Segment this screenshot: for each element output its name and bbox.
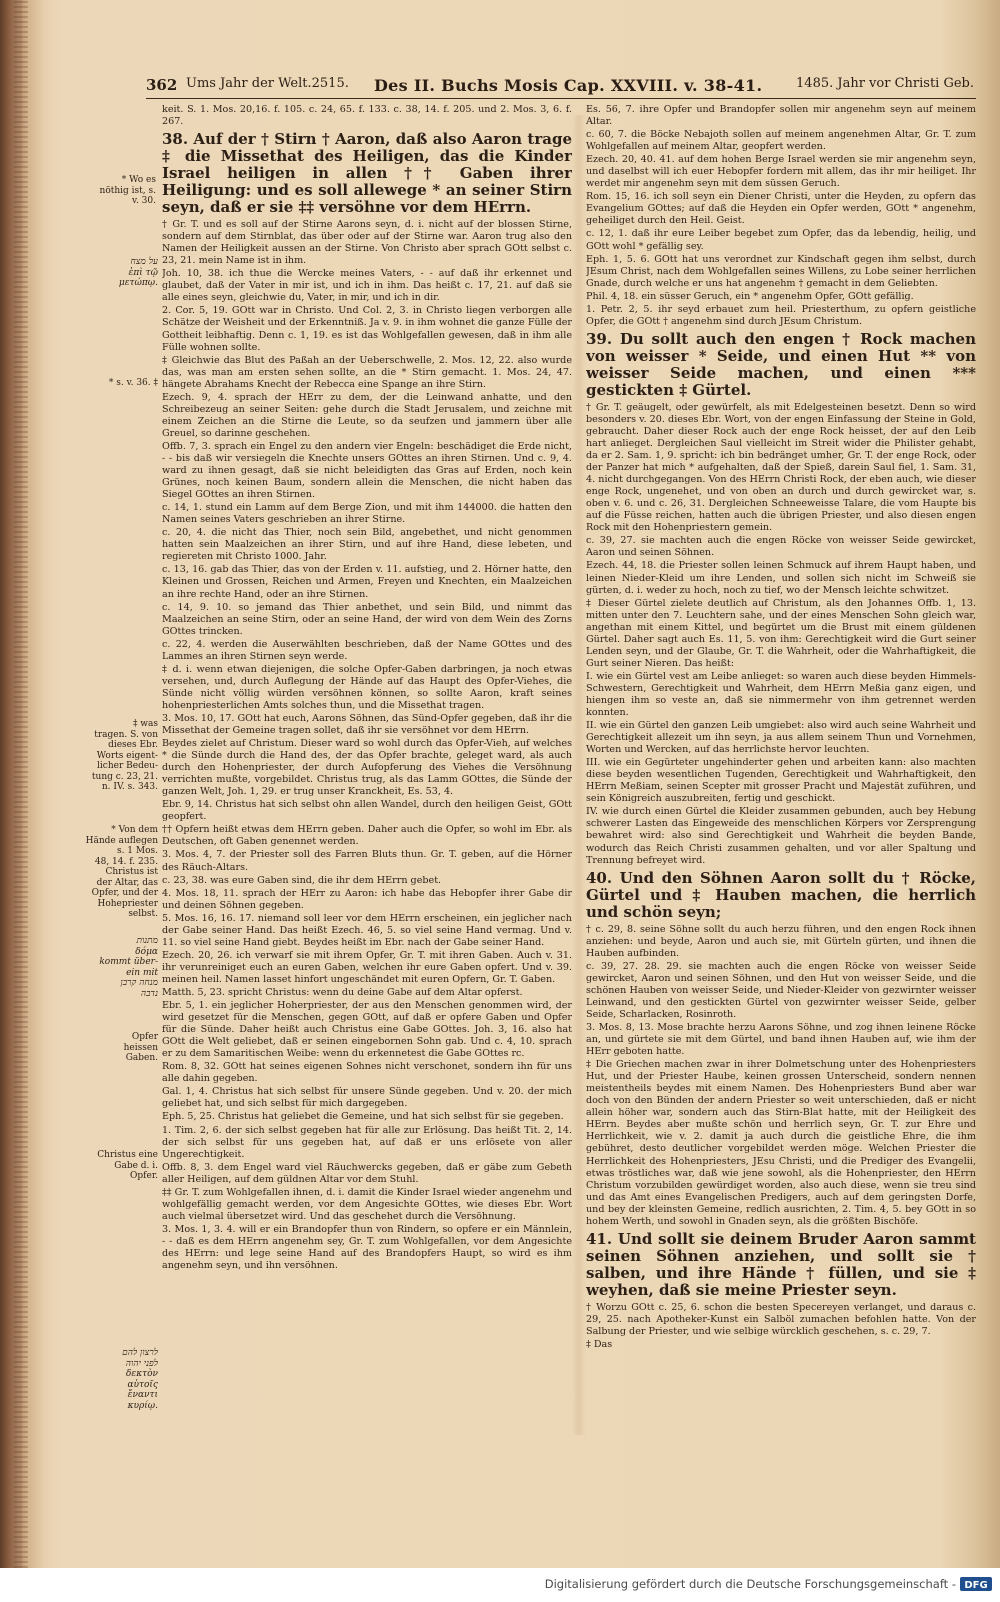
margin-note-line: δόμα: [135, 946, 158, 957]
margin-note-line: selbst.: [128, 909, 158, 919]
margin-note-line: * Wo es nöthig ist, s. v. 30.: [99, 175, 156, 206]
margin-note-line: kommt über-: [99, 957, 158, 967]
paragraph: c. 13, 16. gab das Thier, das von der Erden v. 11. aufstieg, und 2. Hörner hatte, den Kleinen und Grossen, Reichen und Armen, Freyen und Knechten, ein Maalzeichen an ihre rechte Hand, oder an ihre Stirnen.: [162, 564, 572, 600]
paragraph: 4. Mos. 18, 11. sprach der HErr zu Aaron: ich habe das Hebopfer ihrer Gabe dir und deinen Söhnen gegeben.: [162, 887, 572, 911]
paragraph: † Gr. T. geäugelt, oder gewürfelt, als mit Edelgesteinen besetzt. Denn so wird besonders v. 20. dieses Ebr. Wort, von der engen Einfassung der Steine in Gold, gebraucht. Daher dieser Rock auch der enge Rock heisset, der auf den Leib hart anlieget. Dergleichen Saul vielleicht im Streit wider die Philister gehabt, da er 2. Sam. 1, 9. spricht: ich bin bedränget umher, Gr. T. der enge Rock, oder der Panzer hat mich * aufgehalten, daß der Spieß, darein Saul fiel, 1. Sam. 31, 4. nicht durchgegangen. Von des HErrn Christi Rock, der eben auch, wie dieser enge Rock, ungenehet, und von oben an durch und durch gewircket war, s. oben v. 6. und c. 26, 31. Dergleichen Schneeweisse Talare, die vom Haupte bis auf die Füsse reichen, hatten auch die übrigen Priester, und also diesen engen Rock mit den Hohenpriestern gemein.: [586, 401, 976, 534]
paragraph: 3. Mos. 4, 7. der Priester soll des Farren Bluts thun. Gr. T. geben, auf die Hörner des Räuch-Altars.: [162, 849, 572, 873]
paragraph: Matth. 5, 23. spricht Christus: wenn du deine Gabe auf dem Altar opferst.: [162, 987, 523, 998]
margin-note-line: Opfer heissen: [123, 1032, 158, 1053]
paragraph: Rom. 15, 16. ich soll seyn ein Diener Christi, unter die Heyden, zu opfern das Evangelium GOttes; auf daß die Heyden ein Opfer werden, GOtt * angenehm, geheiliget durch den Heil. Geist.: [586, 191, 976, 227]
margin-note-line: δεκτὸν: [125, 1369, 158, 1379]
margin-note-line: licher Bedeu-: [97, 761, 158, 771]
margin-note-line: tung c. 23, 21.: [91, 771, 158, 782]
paragraph: c. 39, 27. sie machten auch die engen Röcke von weisser Seide gewircket, Aaron und seinen Söhnen.: [586, 535, 976, 559]
margin-note: [104, 257, 158, 289]
paragraph: Ezech. 9, 4. sprach der HErr zu dem, der die Leinwand anhatte, und den Schreibezeug an seiner Seiten: gehe durch die Stadt Jerusalem, und zeichne mit einem Zeichen an die Stirne die Leute, so da seufzen und jammern über alle Greuel, so darinne geschehen.: [162, 391, 572, 439]
margin-note-line: * s. v. 36. ‡: [108, 378, 158, 388]
paragraph: 3. Mos. 1, 3. 4. will er ein Brandopfer thun von Rindern, so opfere er ein Männlein, - - daß es dem HErrn angenehm sey, Gr. T. zum Wohlgefallen, vor dem Angesichte des HErrn: und lege seine Hand auf des Brandopfers Haupt, so wird es ihm angenehm seyn, und ihn versöhnen.: [162, 1223, 572, 1272]
paragraph: c. 23, 38. was eure Gaben sind, die ihr dem HErrn gebet.: [162, 874, 442, 886]
margin-note-line: לרצון להם: [122, 1348, 158, 1358]
paragraph: Phil. 4, 18. ein süsser Geruch, ein * angenehm Opfer, GOtt gefällig.: [586, 290, 914, 302]
paragraph: ‡ Die Griechen machen zwar in ihrer Dolmetschung unter des Hohenpriesters Hut, und der Priester Haube, keinen grossen Unterscheid, sondern nennen meistentheils beydes mit einem Namen. Des Hohenpriesters Bund aber war doch von den Bünden der andern Priester so weit unterschieden, daß er nicht allein höher war, sondern auch das Stirn-Blat hatte, mit der Heiligkeit des HErrn. Beydes aber mußte schön und herrlich seyn, Gr. T. zur Ehre und Herrlichkeit, wie v. 2. damit ja auch durch die geistliche Ehre, die ihm gebühret, desto deutlicher vorgebildet werden möge. Welchen Priester die Herrlichkeit des Hohenpriesters, JEsu Christi, und die Prediger des Evangelii, etwas tröstliches war, daß wie jene sowohl, als die Hohenpriester, den HErrn Christum vorzubilden gewürdiget worden, also auch diese, wenn sie treu sind und das Amt eines Evangelischen Predigers, auch auf dem geringsten Dorfe, und bey der kleinsten Gemeine, redlich ausrichten, 2. Tim. 4, 5. bey GOtt in so hohem Werth, und sowohl in Gnaden seyn, als die größten Bischöfe.: [586, 1059, 976, 1227]
funding-note: Digitalisierung gefördert durch die Deutsche Forschungsgemeinschaft -: [544, 1577, 956, 1591]
margin-note-line: ein mit: [126, 967, 158, 978]
paragraph: 5. Mos. 16, 16. 17. niemand soll leer vor dem HErrn erscheinen, ein jeglicher nach der Gabe seiner Hand. Das heißt Ezech. 46, 5. so viel seine Hand vermag. Und v. 11. so viel seine Hand giebt. Beydes heißt im Ebr. nach der Gabe seiner Hand.: [162, 912, 572, 948]
margin-note-line: על מצח: [130, 257, 158, 267]
paragraph: 1. Petr. 2, 5. ihr seyd erbauet zum heil. Priesterthum, zu opfern geistliche Opfer, die GOtt † angenehm sind durch JEsum Christum.: [586, 303, 976, 327]
margin-note-line: n. IV. s. 343.: [101, 782, 158, 792]
paragraph: Rom. 8, 32. GOtt hat seines eigenen Sohnes nicht verschonet, sondern ihn für uns alle dahin gegeben.: [162, 1061, 572, 1085]
column-gutter: [572, 115, 586, 1435]
margin-note-line: αὐτοῖς: [127, 1379, 158, 1390]
paragraph: c. 12, 1. daß ihr eure Leiber begebet zum Opfer, das da lebendig, heilig, und GOtt wohl * gefällig sey.: [586, 228, 976, 252]
left-text-column: [162, 104, 572, 1444]
margin-note-line: Hände auflegen s. 1 Mos.: [85, 835, 158, 856]
paragraph: Gal. 1, 4. Christus hat sich selbst für unsere Sünde gegeben. Und v. 20. der mich geliebet hat, und sich selbst für mich dargegeben.: [162, 1086, 572, 1110]
paragraph: I. wie ein Gürtel vest am Leibe anlieget: so waren auch diese beyden Himmels-Schwestern, Gerechtigkeit und Wahrheit, dem HErrn Meßia ganz eigen, und hiengen ihm so veste an, daß sie nimmermehr von ihm getrennet werden konnten.: [586, 670, 976, 719]
margin-note: [94, 1150, 158, 1182]
paragraph: II. wie ein Gürtel den ganzen Leib umgiebet: also wird auch seine Wahrheit und Gerechtigkeit allezeit um ihn seyn, ja aus allem seinem Thun und Vornehmen, Worten und Wercken, auf das herrlichste hervor leuchten.: [586, 720, 976, 756]
paragraph: Ezech. 20, 26. ich verwarf sie mit ihrem Opfer, Gr. T. mit ihren Gaben. Auch v. 31. ihr verunreiniget euch an euren Gaben, welchen ihr eure Gaben opfert. Und v. 39. meinen heil. Namen lasset hinfort ungeschändet mit euren Opfern, Gr. T. Gaben.: [162, 949, 572, 985]
margin-note-line: ‡ was: [132, 719, 158, 729]
paragraph: 3. Mos. 10, 17. GOtt hat euch, Aarons Söhnen, das Sünd-Opfer gegeben, daß ihr die Missethat der Gemeine tragen sollet, daß ihr sie versöhnet vor dem HErrn.: [162, 712, 572, 737]
paragraph: c. 20, 4. die nicht das Thier, noch sein Bild, angebethet, und nicht genommen hatten sein Maalzeichen an ihrer Stirn, und auf ihre Hand, diese lebeten, und regiereten mit Christo 1000. Jahr.: [162, 527, 572, 563]
paragraph: 38. Auf der † Stirn † Aaron, daß also Aaron trage ‡ die Missethat des Heiligen, das die Kinder Israel heiligen in allen †† Gaben ihrer Heiligung: und es soll allewege * an seiner Stirn seyn, daß er sie ‡‡ versöhne vor dem HErrn.: [162, 130, 572, 217]
paragraph: ‡ Gleichwie das Blut des Paßah an der Ueberschwelle, 2. Mos. 12, 22. also wurde das, was man am ersten sehen sollte, an die * Stirn gemacht. 1. Mos. 24, 47. hängete Abrahams Knecht der Rebecca eine Spange an ihre Stirn.: [162, 354, 572, 390]
margin-note-line: tragen. S. von: [94, 729, 158, 740]
paragraph: c. 22, 4. werden die Auserwählten beschrieben, daß der Name GOttes und des Lammes an ihren Stirnen seyn werde.: [162, 638, 572, 662]
margin-note-line: מנחה קרבן: [120, 978, 158, 988]
paragraph: III. wie ein Gegürteter ungehinderter gehen und arbeiten kann: also machten diese beyden wesentlichen Tugenden, Gerechtigkeit und Wahrhaftigkeit, den HErrn Meßiam, seinen Scepter mit grosser Pracht und Majestät zuführen, und sein Königreich auszubreiten, fertig und geschickt.: [586, 757, 976, 805]
paragraph: ‡ d. i. wenn etwan diejenigen, die solche Opfer-Gaben darbringen, ja noch etwas versehen, und, durch Auflegung der Hände auf das Haupt des Opfer-Viehes, die Sünde nicht völlig würden versöhnen können, so sollte Aaron, kraft seines hohenpriesterlichen Amts solches thun, und die Missethat tragen.: [162, 663, 572, 711]
margin-note-line: ἔναντι: [127, 1390, 158, 1400]
margin-note-line: * Von dem: [111, 825, 158, 835]
paragraph: Eph. 5, 25. Christus hat geliebet die Gemeine, und hat sich selbst für sie gegeben.: [162, 1111, 564, 1123]
margin-note-line: Gaben.: [125, 1053, 158, 1063]
margin-note-line: Christus ist: [105, 867, 158, 877]
running-head-right: 1485. Jahr vor Christi Geb.: [796, 76, 974, 91]
right-text-column: [586, 104, 976, 1444]
footer-bar: [0, 1568, 1000, 1602]
paragraph: Offb. 8, 3. dem Engel ward viel Räuchwercks gegeben, daß er gäbe zum Gebeth aller Heiligen, auf dem güldnen Altar vor dem Stuhl.: [162, 1161, 572, 1185]
paragraph: keit. S. 1. Mos. 20,16. f. 105. c. 24, 65. f. 133. c. 38, 14. f. 205. und 2. Mos. 3, 6. f. 267.: [162, 104, 572, 128]
running-head-title: Des II. Buchs Mosis Cap. XXVIII. v. 38-41.: [374, 76, 763, 95]
running-head-left: Ums Jahr der Welt.2515.: [186, 76, 349, 91]
paragraph: c. 14, 1. stund ein Lamm auf dem Berge Zion, und mit ihm 144000. die hatten den Namen seines Vaters geschrieben an ihrer Stirne.: [162, 502, 572, 526]
paragraph: c. 60, 7. die Böcke Nebajoth sollen auf meinem angenehmen Altar, Gr. T. zum Wohlgefallen auf meinem Altar, geopfert werden.: [586, 129, 976, 153]
margin-note-line: Gabe d. i.: [114, 1160, 158, 1171]
margin-note-line: Hohepriester: [97, 898, 158, 909]
paragraph: ‡‡ Gr. T. zum Wohlgefallen ihnen, d. i. damit die Kinder Israel wieder angenehm und wohlgefällig gemacht werden, vor dem Angesichte GOttes, wie dieses Ebr. Wort auch vielmal übersetzet wird. Und das geschehet durch die Versöhnung.: [162, 1186, 572, 1222]
margin-note-line: μετώπῳ.: [118, 278, 158, 288]
paragraph: Ezech. 44, 18. die Priester sollen leinen Schmuck auf ihrem Haupt haben, und leinen Nieder-Kleid um ihre Lenden, und sollen sich nicht im Schweiß sie gürten, d. i. weder zu hoch, noch zu tief, wo der Mensch leichte schwitzet.: [586, 560, 976, 596]
paragraph: Eph. 1, 5. 6. GOtt hat uns verordnet zur Kindschaft gegen ihm selbst, durch JEsum Christ, nach dem Wohlgefallen seines Willens, zu Lobe seiner herrlichen Gnade, durch welche er uns hat angenehm † gemacht in dem Geliebten.: [586, 253, 976, 289]
paragraph: 1. Tim. 2, 6. der sich selbst gegeben hat für alle zur Erlösung. Das heißt Tit. 2, 14. der sich selbst für uns gegeben hat, auf daß er uns erlösete von aller Ungerechtigkeit.: [162, 1124, 572, 1160]
paragraph: Ebr. 5, 1. ein jeglicher Hoherpriester, der aus den Menschen genommen wird, der wird gesetzet für die Menschen, gegen GOtt, auf daß er opfere Gaben und Opfer für die Sünde. Daher heißt auch Christus eine Gabe GOttes. Joh. 3, 16. also hat GOtt die Welt geliebet, daß er seinen eingebornen Sohn gab. Und c. 4, 10. sprach er zu dem Samaritischen Weibe: wenn du erkennetest die Gabe GOttes rc.: [162, 1000, 572, 1060]
margin-note-line: der Altar, das: [96, 877, 158, 888]
paragraph: ‡ Das: [586, 1338, 613, 1350]
paragraph: † Gr. T. und es soll auf der Stirne Aarons seyn, d. i. nicht auf der blossen Stirne, sondern auf dem Stirnblat, das über oder auf der Stirne war. Aaron trug also den Namen der Heiligkeit aussen an der Stirne. Von Christo aber sprach GOtt selbst c. 23, 21. mein Name ist in ihm.: [162, 219, 572, 267]
dfg-logo-icon: [960, 1575, 992, 1593]
margin-note-line: מתנות: [136, 936, 158, 946]
paragraph: Es. 56, 7. ihre Opfer und Brandopfer sollen mir angenehm seyn auf meinem Altar.: [586, 104, 976, 128]
paragraph: ‡ Dieser Gürtel zielete deutlich auf Christum, als den Johannes Offb. 1, 13. mitten unter den 7. Leuchtern sahe, und der eines Menschen Sohn gleich war, angethan mit einem Kittel, und begürtet um die Brust mit einem güldenen Gürtel. Daher sagt auch Es. 11, 5. von ihm: Gerechtigkeit wird die Gurt seiner Lenden seyn, und der Glaube, Gr. T. die Wahrheit, oder die Wahrhaftigkeit, die Gurt seiner Nieren. Das heißt:: [586, 597, 976, 669]
margin-note-line: 48, 14. f. 235.: [94, 856, 158, 867]
paragraph: c. 14, 9. 10. so jemand das Thier anbethet, und sein Bild, und nimmt das Maalzeichen an seine Stirn, oder an seine Hand, der wird von dem Wein des Zorns GOttes trincken.: [162, 601, 572, 637]
paragraph: IV. wie durch einen Gürtel die Kleider zusammen gebunden, auch bey Hebung schwerer Lasten das Eingeweide des menschlichen Körpers vor Zersprengung bewahret wird: also sind Gerechtigkeit und Wahrheit die beyden Bande, wodurch das Reich Christi zusammen gehalten, und vor aller Spaltung und Trennung befreyet wird.: [586, 806, 976, 866]
margin-note: [104, 378, 158, 389]
margin-note: [102, 1348, 158, 1411]
margin-note: [82, 719, 158, 793]
margin-note: [76, 825, 158, 920]
paragraph: Joh. 10, 38. ich thue die Wercke meines Vaters, - - auf daß ihr erkennet und glaubet, daß der Vater in mir ist, und ich in ihm. Das heißt c. 17, 21. auf daß sie alle eines seyn, gleichwie du, Vater, in mir, und ich in dir.: [162, 268, 572, 304]
page-number: 362: [146, 76, 178, 94]
margin-note-line: κυρίῳ.: [127, 1400, 158, 1411]
paragraph: 41. Und sollt sie deinem Bruder Aaron sammt seinen Söhnen anziehen, und sollt sie † salben, und ihre Hände † füllen, und sie ‡ weyhen, daß sie meine Priester seyn.: [586, 1229, 976, 1299]
paragraph: c. 39, 27. 28. 29. sie machten auch die engen Röcke von weisser Seide gewircket, Aaron und seinen Söhnen, und den Hut von weisser Seide, und die schönen Hauben von weisser Seide, und Nieder-Kleider von gezwirnter weisser Leinwand, und den gestickten Gürtel von gezwirnter weisser Seide, gelber Seide, Scharlacken, Rosinroth.: [586, 960, 976, 1020]
paragraph: † Worzu GOtt c. 25, 6. schon die besten Specereyen verlanget, und daraus c. 29, 25. nach Apotheker-Kunst ein Salböl zumachen befohlen hatte. Von der Salbung der Priester, und wie selbige würcklich geschehen, s. c. 29, 7.: [586, 1301, 976, 1337]
paragraph: Beydes zielet auf Christum. Dieser ward so wohl durch das Opfer-Vieh, auf welches * die Sünde durch die Hand des, der das Opfer brachte, geleget ward, als auch durch den Hohenpriester, der durch Aufopferung des Viehes die Versöhnung verrichten mußte, vorgebildet. Christus trug, als das Lamm GOttes, die Sünde der ganzen Welt, Joh. 1, 29. er trug unser Kranckheit, Es. 53, 4.: [162, 738, 572, 798]
margin-note-line: Opfer.: [130, 1171, 158, 1181]
paragraph: 40. Und den Söhnen Aaron sollt du † Röcke, Gürtel und ‡ Hauben machen, die herrlich und schön seyn;: [586, 868, 976, 921]
margin-note-line: ἐπὶ τῷ: [128, 267, 158, 278]
margin-note-line: נדבה: [140, 988, 158, 999]
margin-note-line: לפני יהוה: [125, 1358, 158, 1369]
margin-note-line: Opfer, und der: [91, 888, 158, 898]
paragraph: † c. 29, 8. seine Söhne sollt du auch herzu führen, und den engen Rock ihnen anziehen: und beyde, Aaron und auch sie, mit Gürteln gürten, und ihnen die Hauben aufbinden.: [586, 923, 976, 959]
margin-note: [96, 1032, 158, 1064]
dfg-logo-label: DFG: [964, 1580, 988, 1591]
paragraph: 39. Du sollt auch den engen † Rock machen von weisser * Seide, und einen Hut ** von weisser Seide machen, und einen *** gestickten ‡ Gürtel.: [586, 329, 976, 399]
paragraph: †† Opfern heißt etwas dem HErrn geben. Daher auch die Opfer, so wohl im Ebr. als Deutschen, oft Gaben genennet werden.: [162, 824, 572, 848]
margin-note: [94, 936, 158, 999]
margin-note-line: dieses Ebr.: [108, 740, 158, 750]
paragraph: 3. Mos. 8, 13. Mose brachte herzu Aarons Söhne, und zog ihnen leinene Röcke an, und gürtete sie mit dem Gürtel, und band ihnen Hauben auf, wie ihm der HErr geboten hatte.: [586, 1022, 976, 1058]
margin-note-line: Worts eigent-: [96, 750, 158, 761]
paragraph: Ezech. 20, 40. 41. auf dem hohen Berge Israel werden sie mir angenehm seyn, und daselbst will ich euer Hebopfer fordern mit allem, das ihr mir heiliget. Ihr werdet mir angenehm seyn mit dem süssen Geruch.: [586, 154, 976, 190]
paragraph: Ebr. 9, 14. Christus hat sich selbst ohn allen Wandel, durch den heiligen Geist, GOtt geopfert.: [162, 799, 572, 823]
paragraph: Offb. 7, 3. sprach ein Engel zu den andern vier Engeln: beschädiget die Erde nicht, - - bis daß wir versiegeln die Knechte unsers GOttes an ihren Stirnen. Und c. 9, 4. ward zu ihnen gesagt, daß sie nicht beleidigten das Gras auf Erden, noch kein Grünes, noch keinen Baum, sondern allein die Menschen, die nicht haben das Siegel GOttes an ihren Stirnen.: [162, 440, 572, 501]
book-page: [24, 0, 1000, 1568]
paragraph: 2. Cor. 5, 19. GOtt war in Christo. Und Col. 2, 3. in Christo liegen verborgen alle Schätze der Weisheit und der Erkenntniß. Ja v. 9. in ihm wohnet die ganze Fülle der Gottheit leibhaftig. Denn c. 1, 19. es ist das Wohlgefallen gewesen, daß in ihm alle Fülle wohnen sollte.: [162, 305, 572, 353]
header-rule: [146, 98, 976, 99]
margin-note-line: Christus eine: [97, 1150, 158, 1160]
running-head: [146, 76, 974, 98]
margin-note: [94, 175, 156, 207]
